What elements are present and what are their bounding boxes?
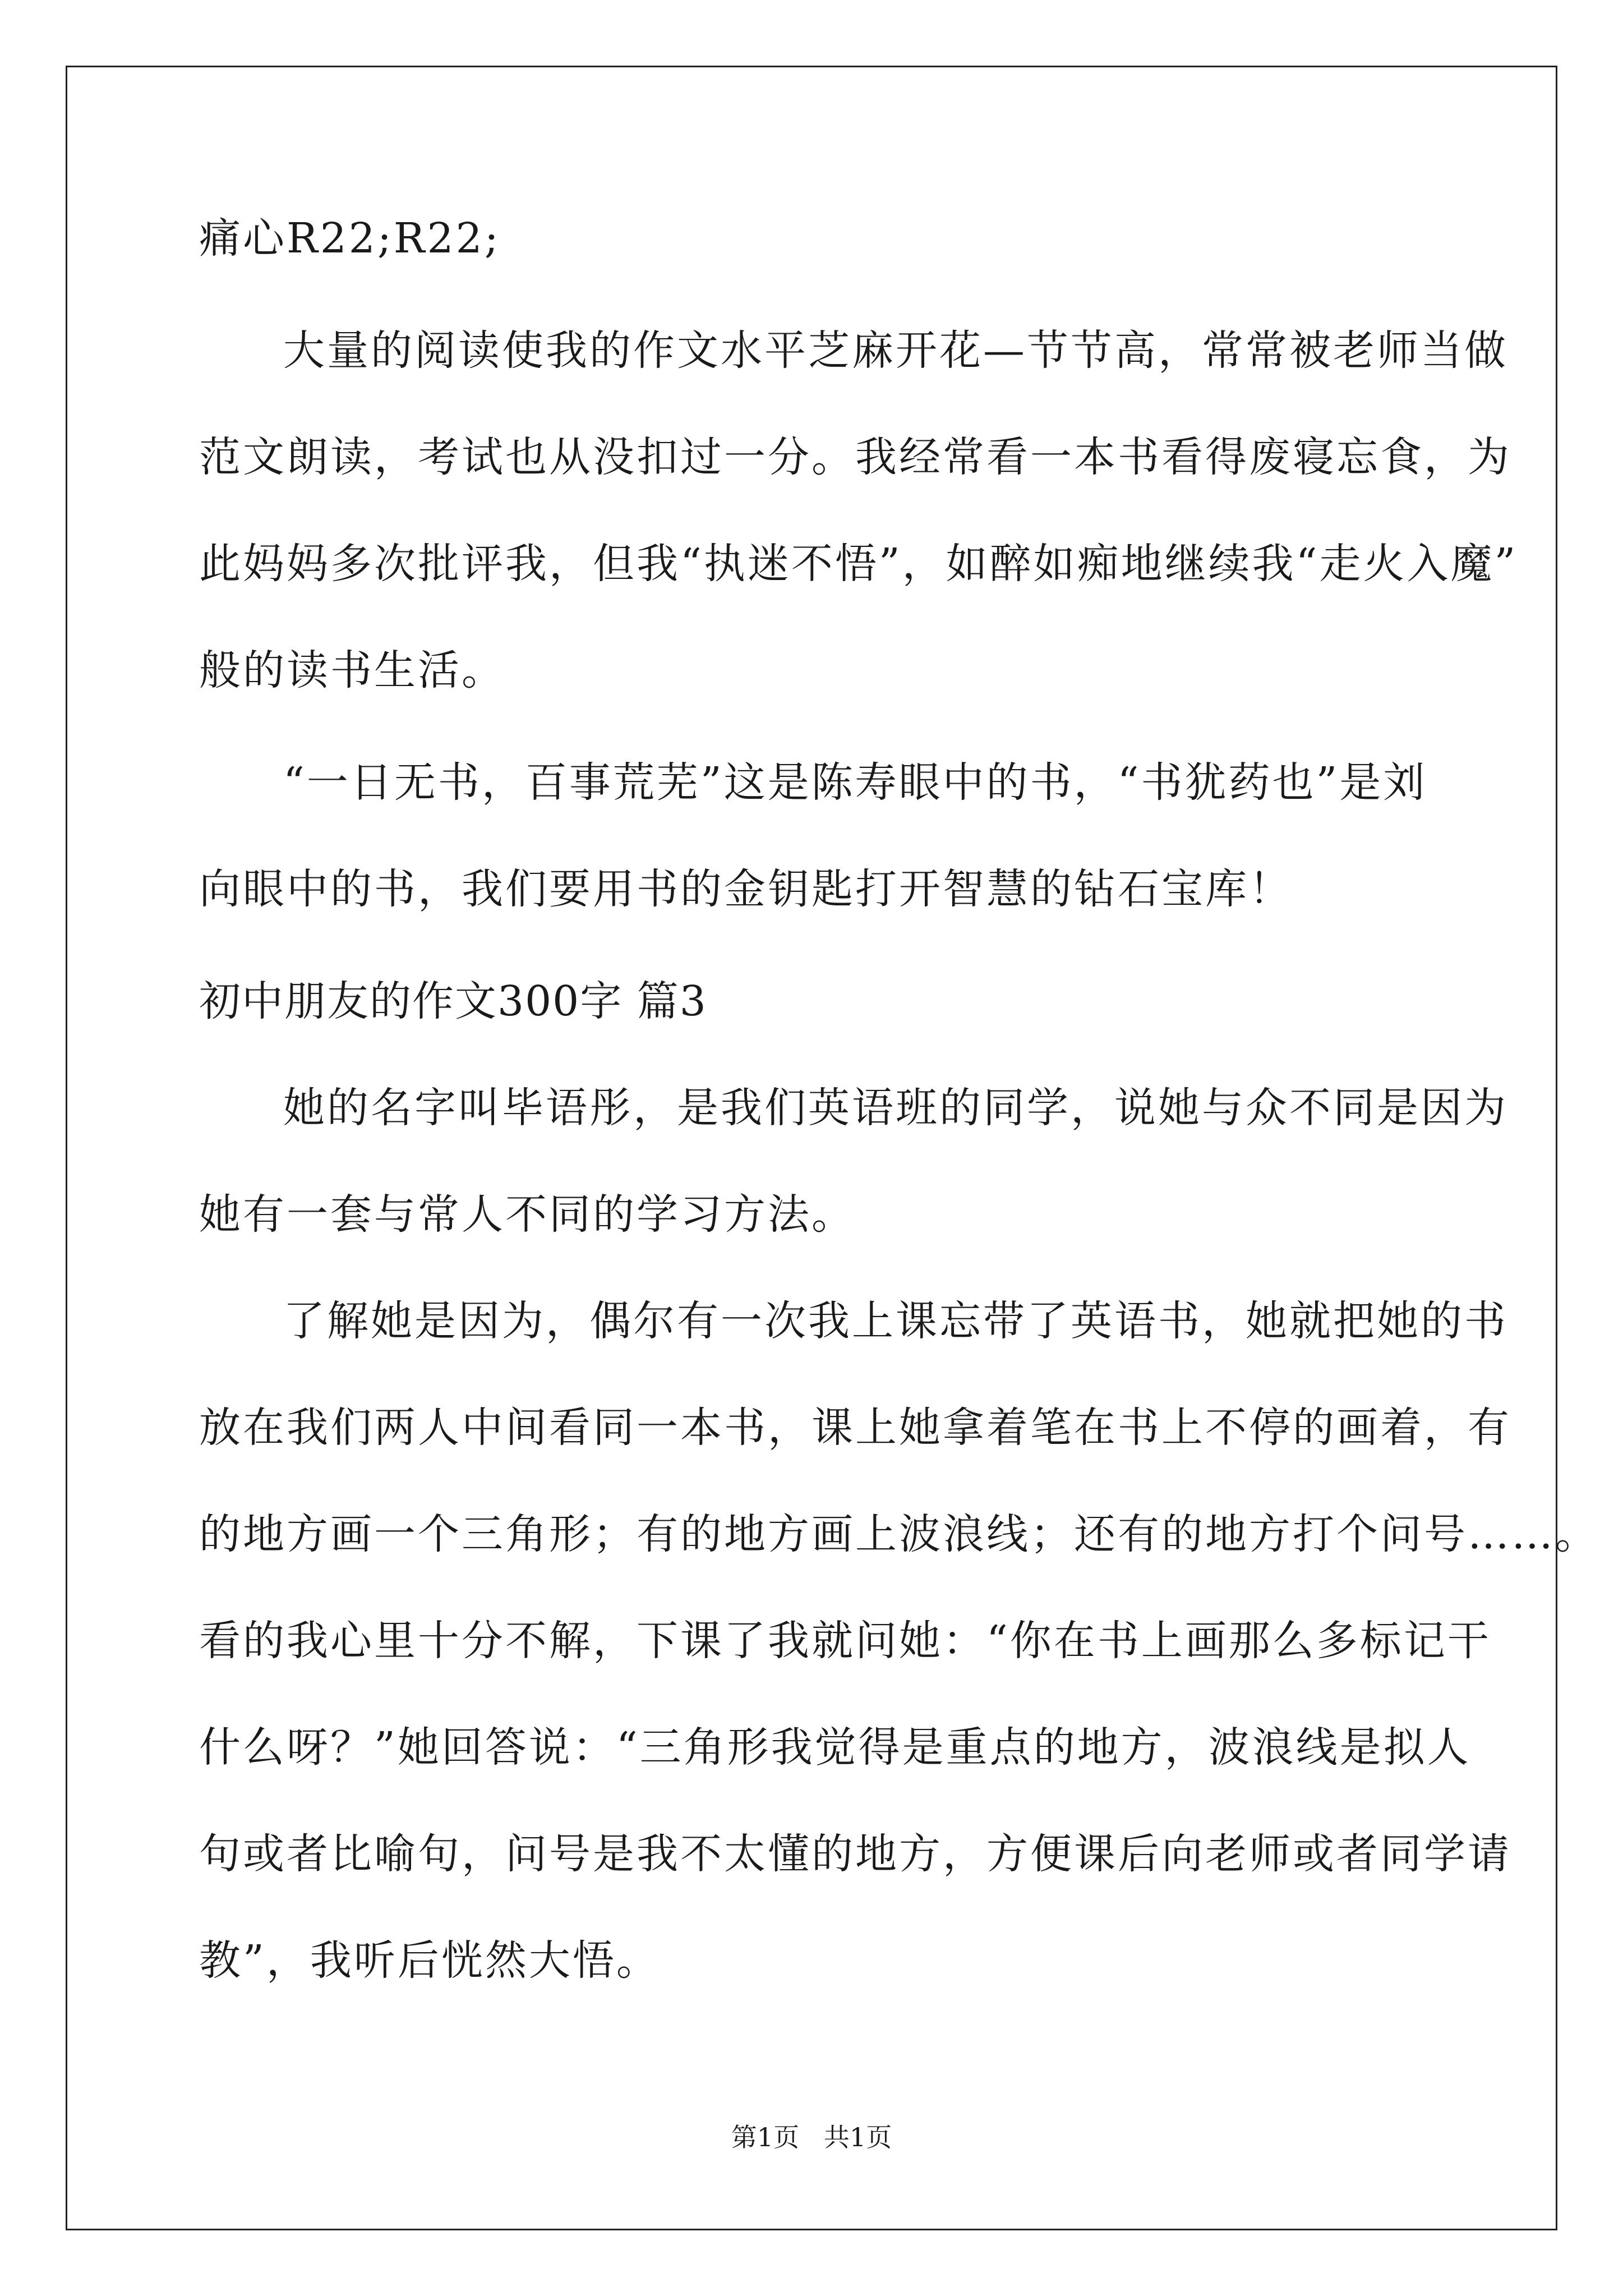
page-border xyxy=(66,66,1557,2230)
text-line: 看的我心里十分不解，下课了我就问她：“你在书上画那么多标记干 xyxy=(199,1617,1491,1665)
text-line: 痛心R22;R22; xyxy=(199,214,501,263)
text-line: 般的读书生活。 xyxy=(199,646,505,694)
text-line: 的地方画一个三角形；有的地方画上波浪线；还有的地方打个问号……。 xyxy=(199,1510,1599,1558)
paragraph-start-line: 她的名字叫毕语彤，是我们英语班的同学，说她与众不同是因为 xyxy=(283,1084,1508,1132)
paragraph-start-line: 了解她是因为，偶尔有一次我上课忘带了英语书，她就把她的书 xyxy=(283,1297,1508,1345)
text-line: 此妈妈多次批评我，但我“执迷不悟”，如醉如痴地继续我“走火入魔” xyxy=(199,540,1518,588)
text-line: 范文朗读，考试也从没扣过一分。我经常看一本书看得废寝忘食，为 xyxy=(199,433,1511,481)
text-line: 向眼中的书，我们要用书的金钥匙打开智慧的钻石宝库！ xyxy=(199,865,1293,913)
text-line: 放在我们两人中间看同一本书，课上她拿着笔在书上不停的画着，有 xyxy=(199,1404,1511,1452)
text-line: 她有一套与常人不同的学习方法。 xyxy=(199,1190,855,1239)
page-number-footer: 第1页 共1页 xyxy=(731,2122,892,2152)
paragraph-start-line: “一日无书，百事荒芜”这是陈寿眼中的书，“书犹药也”是刘 xyxy=(283,758,1427,807)
text-line: 什么呀？”她回答说：“三角形我觉得是重点的地方，波浪线是拟人 xyxy=(199,1723,1471,1772)
text-line: 句或者比喻句，问号是我不太懂的地方，方便课后向老师或者同学请 xyxy=(199,1830,1511,1878)
paragraph-start-line: 大量的阅读使我的作文水平芝麻开花—节节高，常常被老师当做 xyxy=(283,326,1508,375)
text-line: 教”，我听后恍然大悟。 xyxy=(199,1936,660,1985)
section-heading: 初中朋友的作文300字 篇3 xyxy=(199,977,707,1025)
